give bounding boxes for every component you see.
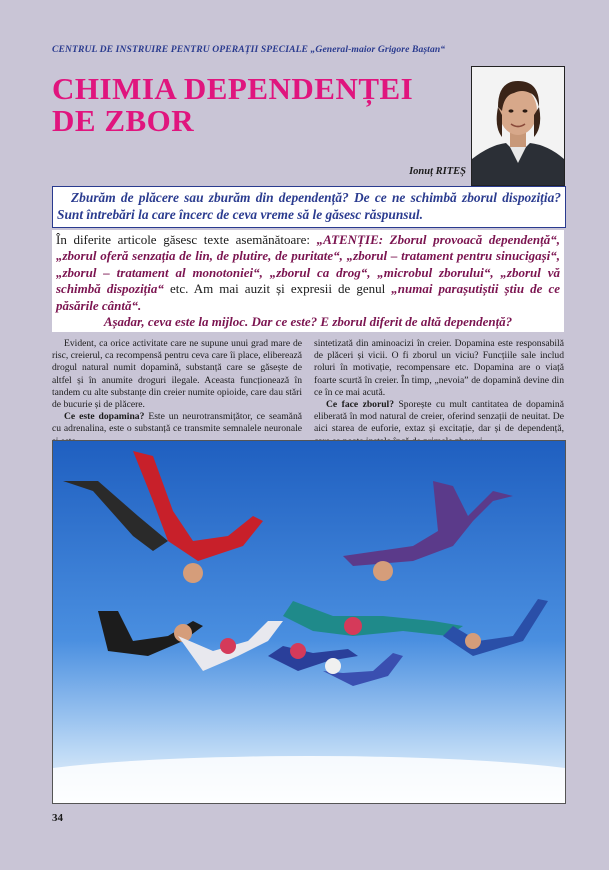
body-paragraph: sintetizată din aminoacizi în creier. Dopamina este responsabilă de plăceri și vicii. O fi zborul un viciu? Funcțiile sale includ roluri în motivație, recompensare etc. Dopamina are o viață foarte scurtă în creier. În timp, „nevoia” de dopamină devine din ce în ce mai acută. <box>314 338 564 398</box>
quote-paragraph <box>52 230 564 332</box>
page-number: 34 <box>52 812 63 824</box>
body-paragraph: Evident, ca orice activitate care ne supune unui grad mare de risc, creierul, ca recompensă pentru ceva care îi place, eliberează drogul natural numit dopamină, substanță care se găsește de altfel și în anumite droguri ilegale. Aceasta funcționează în tandem cu alte substanțe din creier numite opioide, care dau stări de bucurie și de plăcere. <box>52 338 302 411</box>
body-column-right <box>314 338 564 448</box>
body-text: Sporește cu mult cantitatea de dopamină eliberată în mod natural de creier, oferind senzații de neuitat. De aici starea de euforie, extaz și excitație, dar și de dependență, <box>314 399 564 435</box>
article-title <box>52 73 462 137</box>
subheading: Ce este dopamina? <box>64 411 145 423</box>
quote-highlight-2: „numai parașutiștii știu de ce păsările cântă“. <box>56 281 560 313</box>
title-line-1: CHIMIA DEPENDENȚEI <box>52 71 414 106</box>
quote-text-2: etc. Am mai auzit și expresii de genul <box>163 281 392 297</box>
body-column-left <box>52 338 302 448</box>
body-text: Este un neurotransmițător, ce seamănă cu adrenalina, este o substanță ce transmite semnalele neuronale <box>52 411 302 435</box>
author-name: Ionuț RITEȘ <box>409 166 466 177</box>
body-columns <box>52 338 562 438</box>
title-line-2: DE ZBOR <box>52 103 195 138</box>
quote-highlight-1: „ATENȚIE: Zborul provoacă dependență“, „zborul oferă senzația de lin, de plutire, de puritate“, „zborul – tratament pentru sinucigași“, „zborul – tratament al monotoniei“, „zborul ca drog“, „microbul zborului“, „zborul vă schimbă dispoziția“ <box>56 232 561 297</box>
skydivers-photo-icon <box>52 440 566 804</box>
intro-paragraph: Zburăm de plăcere sau zburăm din dependență? De ce ne schimbă zborul dispoziția? Sunt întrebări la care încerc de ceva vreme să le găsesc răspunsul. <box>52 186 566 228</box>
quote-text-1: În diferite articole găsesc texte asemănătoare: <box>56 232 317 247</box>
quote-conclusion: Așadar, ceva este la mijloc. Dar ce este? E zborul diferit de altă dependență? <box>103 314 513 330</box>
section-header: CENTRUL DE INSTRUIRE PENTRU OPERAȚII SPECIALE „General-maior Grigore Baștan“ <box>52 44 446 55</box>
subheading: Ce face zborul? <box>326 399 395 411</box>
author-portrait-icon <box>471 66 565 186</box>
